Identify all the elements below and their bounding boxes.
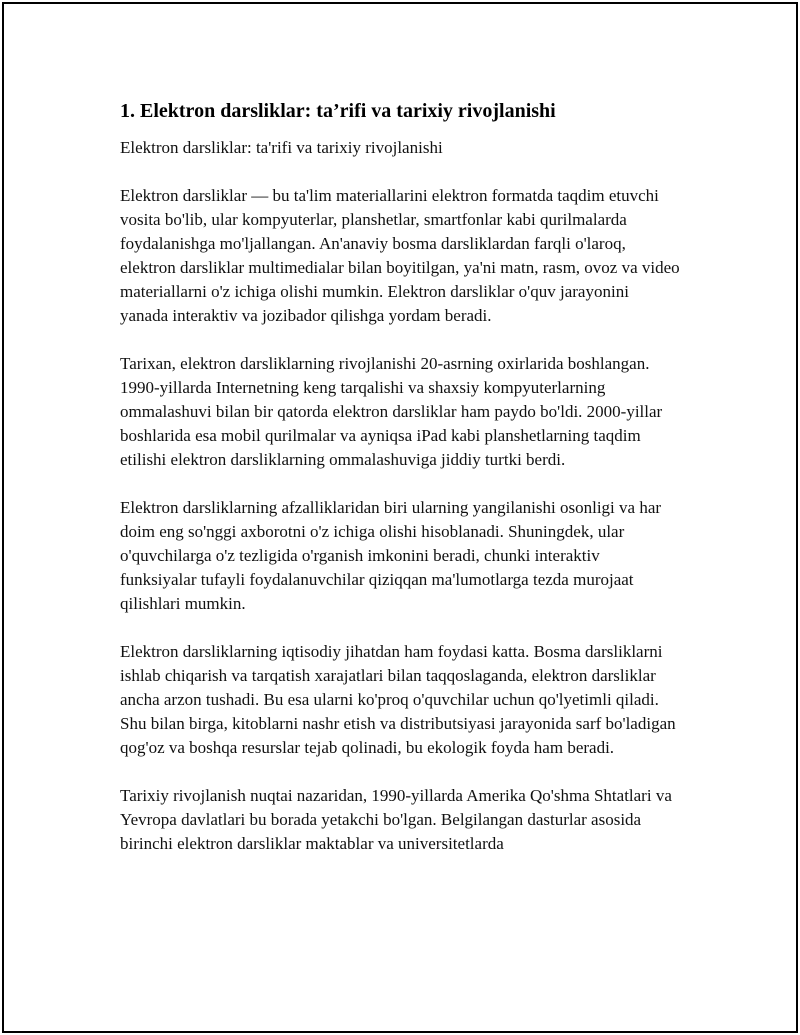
section-subtitle: Elektron darsliklar: ta'rifi va tarixiy rivojlanishi bbox=[120, 138, 443, 157]
paragraph-historical-development: Tarixiy rivojlanish nuqtai nazaridan, 1990-yillarda Amerika Qo'shma Shtatlari va Yevropa davlatlari bu borada yetakchi bo'lgan. Belgilangan dasturlar asosida birinchi elektron darsliklar maktablar va universitetlarda bbox=[120, 786, 672, 853]
paragraph-definition: Elektron darsliklar — bu ta'lim materiallarini elektron formatda taqdim etuvchi vosita bo'lib, ular kompyuterlar, planshetlar, smartfonlar kabi qurilmalarda foydalanishga mo'ljallangan. An'anaviy bosma darsliklardan farqli o'laroq, elektron darsliklar multimedialar bilan boyitilgan, ya'ni matn, rasm, ovoz va video materiallarni o'z ichiga olishi mumkin. Elektron darsliklar o'quv jarayonini yanada interaktiv va jozibador qilishga yordam beradi. bbox=[120, 186, 680, 325]
document-page bbox=[2, 2, 798, 1033]
paragraph-advantages: Elektron darsliklarning afzalliklaridan biri ularning yangilanishi osonligi va har doim eng so'nggi axborotni o'z ichiga olishi hisoblanadi. Shuningdek, ular o'quvchilarga o'z tezligida o'rganish imkonini beradi, chunki interaktiv funksiyalar tufayli foydalanuvchilar qiziqqan ma'lumotlarga tezda murojaat qilishlari mumkin. bbox=[120, 498, 662, 613]
section-heading: 1. Elektron darsliklar: ta’rifi va tarixiy rivojlanishi bbox=[120, 100, 556, 122]
paragraph-history: Tarixan, elektron darsliklarning rivojlanishi 20-asrning oxirlarida boshlangan. 1990-yillarda Internetning keng tarqalishi va shaxsiy kompyuterlarning ommalashuvi bilan bir qatorda elektron darsliklar ham paydo bo'ldi. 2000-yillar boshlarida esa mobil qurilmalar va ayniqsa iPad kabi planshetlarning taqdim etilishi elektron darsliklarning ommalashuviga jiddiy turtki berdi. bbox=[120, 354, 663, 469]
document-content bbox=[120, 98, 680, 880]
paragraph-economics: Elektron darsliklarning iqtisodiy jihatdan ham foydasi katta. Bosma darsliklarni ishlab chiqarish va tarqatish xarajatlari bilan taqqoslaganda, elektron darsliklar ancha arzon tushadi. Bu esa ularni ko'proq o'quvchilar uchun qo'lyetimli qiladi. Shu bilan birga, kitoblarni nashr etish va distributsiyasi jarayonida sarf bo'ladigan qog'oz va boshqa resurslar tejab qolinadi, bu ekologik foyda ham beradi. bbox=[120, 642, 676, 757]
